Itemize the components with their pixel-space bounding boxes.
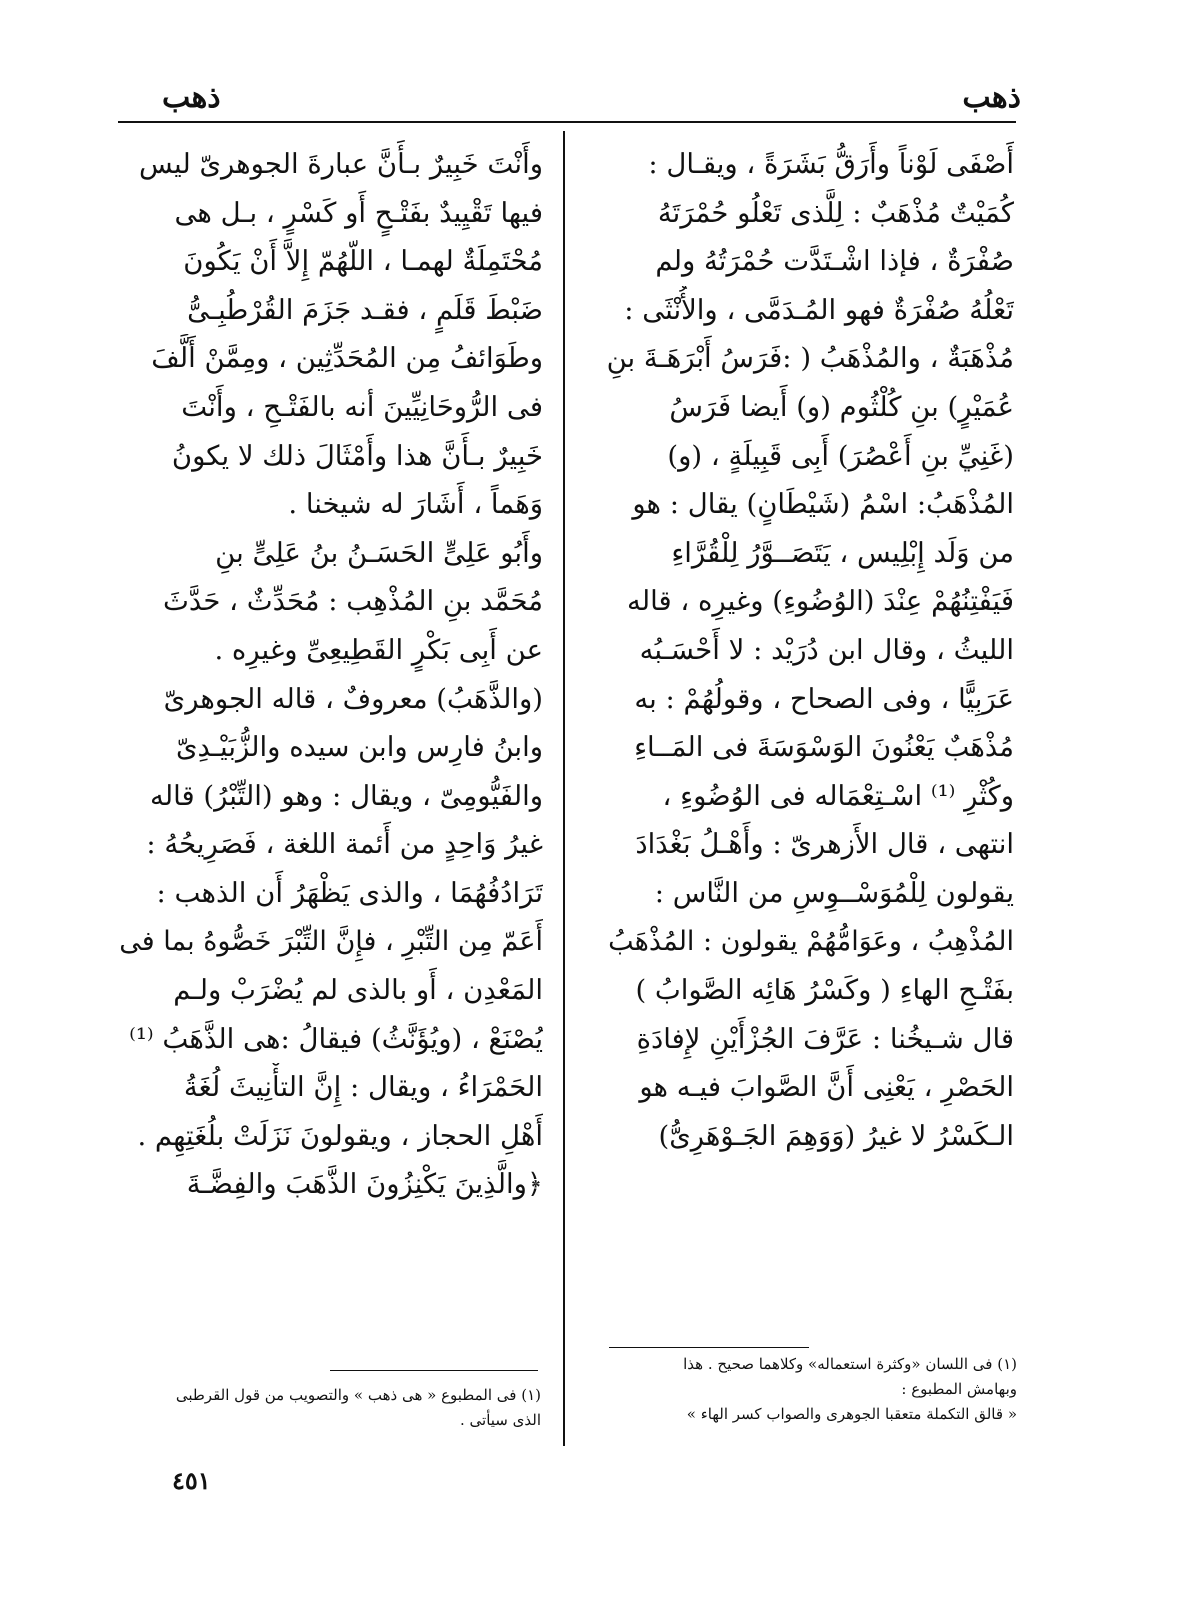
text-line: يقولون لِلْمُوَسْــوِسِ من النَّاس : — [654, 876, 1014, 909]
column-divider — [563, 131, 565, 1446]
footnote-line: « قالق التكملة متعقبا الجوهرى والصواب كسر الهاء » — [686, 1405, 1017, 1423]
text-line: أَصْفَى لَوْناً وأَرَقُّ بَشَرَةً ، ويقـال : — [648, 148, 1014, 180]
text-line: ﴿والَّذِينَ يَكْنِزُونَ الذَّهَبَ والفِضَّـةَ — [186, 1168, 543, 1201]
text-line: المُذْهَبُ: اسْمُ (شَيْطَانٍ) يقال : هو — [632, 488, 1014, 521]
text-line: عُمَيْرٍ) بنِ كُلْثُوم (و) أَيضا فَرَسُ — [669, 390, 1014, 423]
text-line: وأَنْتَ خَبِيرٌ بـأَنَّ عبارةَ الجوهرىّ ليس — [138, 148, 543, 180]
page-number: ٤٥١ — [172, 1466, 211, 1495]
text-line: وَهَماً ، أَشَارَ له شيخنا . — [288, 488, 543, 521]
footnote-line: وبهامش المطبوع : — [901, 1380, 1017, 1398]
footnote-line: (١) فى المطبوع « هى ذهب » والتصويب من قول القرطبى — [175, 1386, 541, 1404]
text-line: الـكَسْرُ لا غيرُ (وَوَهِمَ الجَـوْهَرِىُّ) — [658, 1119, 1014, 1152]
header-word-left: ذهب — [162, 80, 221, 115]
text-line: الحَصْرِ ، يَعْنِى أَنَّ الصَّوابَ فيـه هو — [639, 1071, 1014, 1104]
text-line: وابنُ فارِس وابن سيده والزُّبَيْـدِىّ — [176, 731, 543, 764]
text-line: تَعْلُهُ صُفْرَةٌ فهو المُـدَمَّى ، والأُنْثَى : — [624, 293, 1014, 326]
text-line: مُذْهَبٌ يَعْنُونَ الوَسْوَسَةَ فى المَــاءِ — [634, 731, 1014, 764]
text-line: وأَبُو عَلِىٍّ الحَسَـنُ بنُ عَلِىٍّ بنِ — [215, 536, 543, 569]
text-line: عَرَبِيًّا ، وفى الصحاح ، وقولُهُمْ : به — [634, 682, 1014, 715]
text-line: (والذَّهَبُ) معروفٌ ، قاله الجوهرىّ — [163, 682, 543, 715]
text-line: خَبِيرٌ بـأَنَّ هذا وأَمْثَالَ ذلك لا يكونُ — [171, 439, 543, 472]
right-column — [604, 140, 1014, 1160]
text-line: الليثُ ، وقال ابن دُرَيْد : لا أَحْسَـبُه — [639, 633, 1014, 666]
header-rule — [118, 121, 1016, 123]
text-line: مُحْتَمِلَةٌ لهمـا ، اللّهُمّ إِلاَّ أَنْ يَكُونَ — [183, 245, 543, 278]
text-line: أَعَمّ مِن التِّبْرِ ، فإِنَّ التِّبْرَ خَصُّوهُ بما فى — [119, 925, 543, 957]
text-line: كُمَيْتٌ مُذْهَبٌ : لِلَّذى تَعْلُو حُمْرَتَهُ — [657, 196, 1014, 229]
text-line: فَيَفْتِنُهُمْ عِنْدَ (الوُضُوءِ) وغيرِه ، قاله — [626, 585, 1014, 618]
footnote-left — [141, 1383, 541, 1433]
text-line: عن أَبِى بَكْرٍ القَطِيعِىِّ وغيرِه . — [214, 633, 543, 666]
text-line: المَعْدِن ، أَو بالذى لم يُضْرَبْ ولـم — [173, 974, 543, 1007]
text-line: فى الرُّوحَانِيِّينَ أنه بالفَتْـحِ ، وأَنْتَ — [181, 390, 543, 423]
footnote-line: الذى سيأتى . — [460, 1411, 541, 1429]
footnote-rule-right — [609, 1347, 809, 1348]
left-column — [118, 140, 543, 1209]
text-line: صُفْرَةٌ ، فإذا اشْـتَدَّت حُمْرَتُهُ ولم — [655, 245, 1014, 278]
text-line: ضَبْطَ قَلَمٍ ، فقـد جَزَمَ القُرْطُبِـىُّ — [187, 293, 543, 326]
footnote-line: (١) فى اللسان «وكثرة استعماله» وكلاهما صحيح . هذا — [683, 1355, 1017, 1373]
text-line: والفَيُّومِىّ ، ويقال : وهو (التِّبْرُ) قاله — [149, 779, 543, 812]
header-word-right: ذهب — [962, 80, 1021, 115]
text-line: من وَلَد إِبْلِيس ، يَتَصَــوَّرُ لِلْقُرَّاءِ — [671, 536, 1014, 569]
text-line: تَرَادُفُهُمَا ، والذى يَظْهَرُ أَن الذهب : — [156, 876, 543, 909]
text-line: الحَمْرَاءُ ، ويقال : إِنَّ التأْنِيثَ لُغَةُ — [183, 1071, 543, 1104]
text-line: مُذْهَبَةٌ ، والمُذْهَبُ ( :فَرَسُ أَبْرَهَـةَ بنِ — [606, 342, 1014, 375]
footnote-right — [597, 1352, 1017, 1427]
text-line: مُحَمَّد بنِ المُذْهِب : مُحَدِّثٌ ، حَدَّثَ — [163, 585, 543, 618]
text-line: قال شـيخُنا : عَرَّفَ الجُزْأَيْنِ لإِفادَةِ — [636, 1022, 1014, 1055]
text-line: بفَتْـحِ الهاءِ ( وكَسْرُ هَائِه الصَّوابُ ) — [635, 974, 1014, 1007]
text-line: غيرُ وَاحِدٍ من أَئمة اللغة ، فَصَرِيحُهُ : — [146, 828, 543, 861]
text-line: انتهى ، قال الأَزهرىّ : وأَهْـلُ بَغْدَادَ — [635, 828, 1014, 861]
text-line: يُصْنَعْ ، (ويُؤَنَّثُ) فيقالُ :هى الذَّهَبُ ⁽¹⁾ — [129, 1022, 543, 1055]
text-line: فيها تَقْيِيدٌ بفَتْـحٍ أَو كَسْرٍ ، بـل هى — [174, 196, 543, 229]
text-line: المُذْهِبُ ، وعَوَامُّهُمْ يقولون : المُذْهَبُ — [608, 925, 1014, 957]
text-line: أَهْلِ الحجاز ، ويقولونَ نَزَلَتْ بلُغَتِهِم . — [137, 1119, 543, 1152]
text-line: (غَنِيِّ بنِ أَعْصُرَ) أَبِى قَبِيلَةٍ ، (و) — [667, 439, 1014, 472]
text-line: وطَوَائفُ مِن المُحَدِّثِين ، ومِمَّنْ أَلَّفَ — [151, 342, 543, 375]
footnote-rule-left — [330, 1370, 538, 1371]
text-line: وكُثْرِ ⁽¹⁾ اسْـتِعْمَاله فى الوُضُوءِ ، — [662, 779, 1014, 812]
